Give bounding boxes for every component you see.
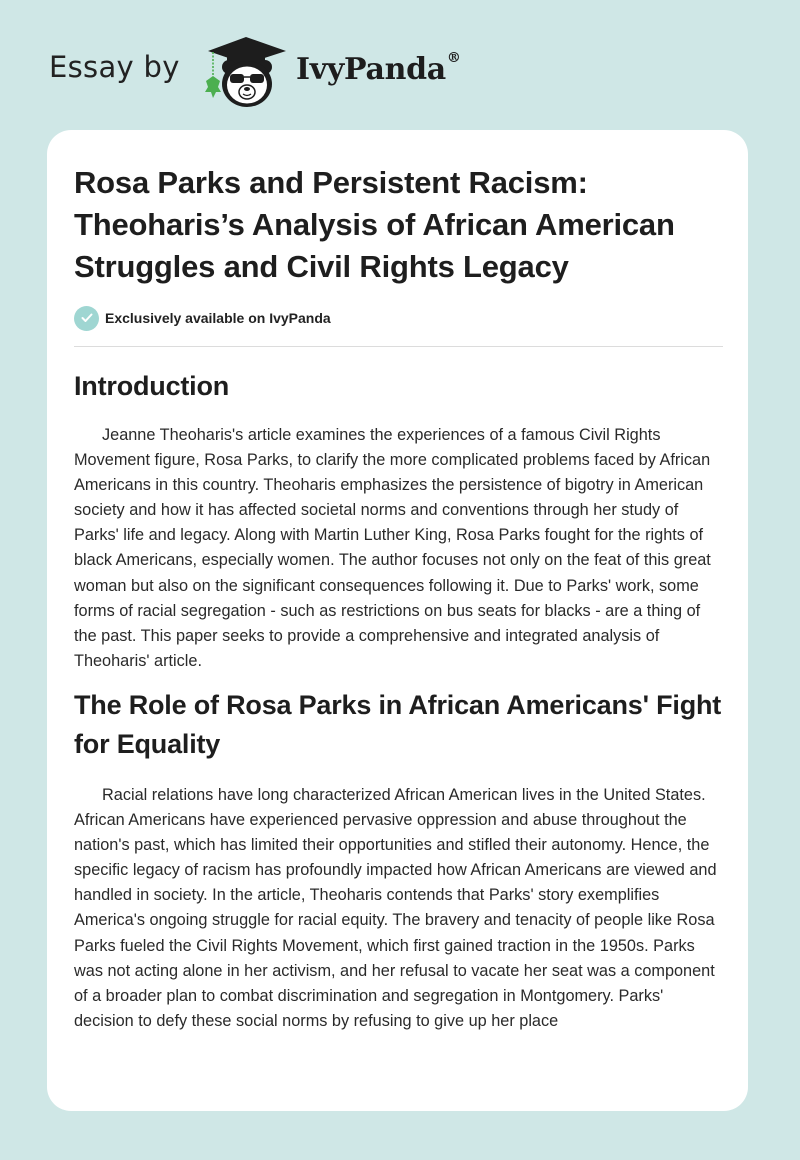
brand-text: IvyPanda <box>296 52 446 87</box>
exclusive-text: Exclusively available on IvyPanda <box>105 310 331 326</box>
essay-title: Rosa Parks and Persistent Racism: Theoharis’s Analysis of African American Struggles and Civil Rights Legacy <box>74 165 675 284</box>
panda-graduate-logo-icon[interactable] <box>200 34 292 110</box>
divider <box>74 346 723 347</box>
brand-name[interactable] <box>296 52 461 87</box>
section-heading-introduction: Introduction <box>74 371 230 401</box>
paragraph-role-of-rosa-parks: Racial relations have long characterized African American lives in the United States. African Americans have experienced pervasive oppression and abuse throughout the nation's past, which has limited their opportunities and stifled their autonomy. Hence, the specific legacy of racism has profoundly impacted how African Americans are viewed and handled in society. In the article, Theoharis contends that Parks' story exemplifies America's ongoing struggle for racial equity. The bravery and tenacity of people like Rosa Parks fueled the Civil Rights Movement, which first gained traction in the 1950s. Parks was not acting alone in her activism, and her refusal to vacate her seat was a component of a broader plan to combat discrimination and segregation in Montgomery. Parks' decision to defy these social norms by refusing to give up her place <box>74 785 717 1030</box>
essay-card <box>47 130 748 1111</box>
check-circle-icon <box>74 306 99 331</box>
essay-content <box>74 130 724 1034</box>
essay-by-label: Essay by <box>49 50 180 84</box>
paragraph-introduction: Jeanne Theoharis's article examines the experiences of a famous Civil Rights Movement figure, Rosa Parks, to clarify the more complicated problems faced by African Americans in this country. Theoharis emphasizes the persistence of bigotry in American society and how it has affected societal norms and conventions through her study of Parks' life and legacy. Along with Martin Luther King, Rosa Parks fought for the rights of black Americans, especially women. The author focuses not only on the feat of this great woman but also on the significant consequences following it. Due to Parks' work, some forms of racial segregation - such as restrictions on bus seats for blacks - are a thing of the past. This paper seeks to provide a comprehensive and integrated analysis of Theoharis' article. <box>74 426 711 670</box>
exclusive-badge <box>74 304 724 332</box>
site-header <box>0 0 800 125</box>
registered-mark: ® <box>446 50 461 66</box>
section-heading-role-of-rosa-parks: The Role of Rosa Parks in African Americans' Fight for Equality <box>74 689 722 759</box>
